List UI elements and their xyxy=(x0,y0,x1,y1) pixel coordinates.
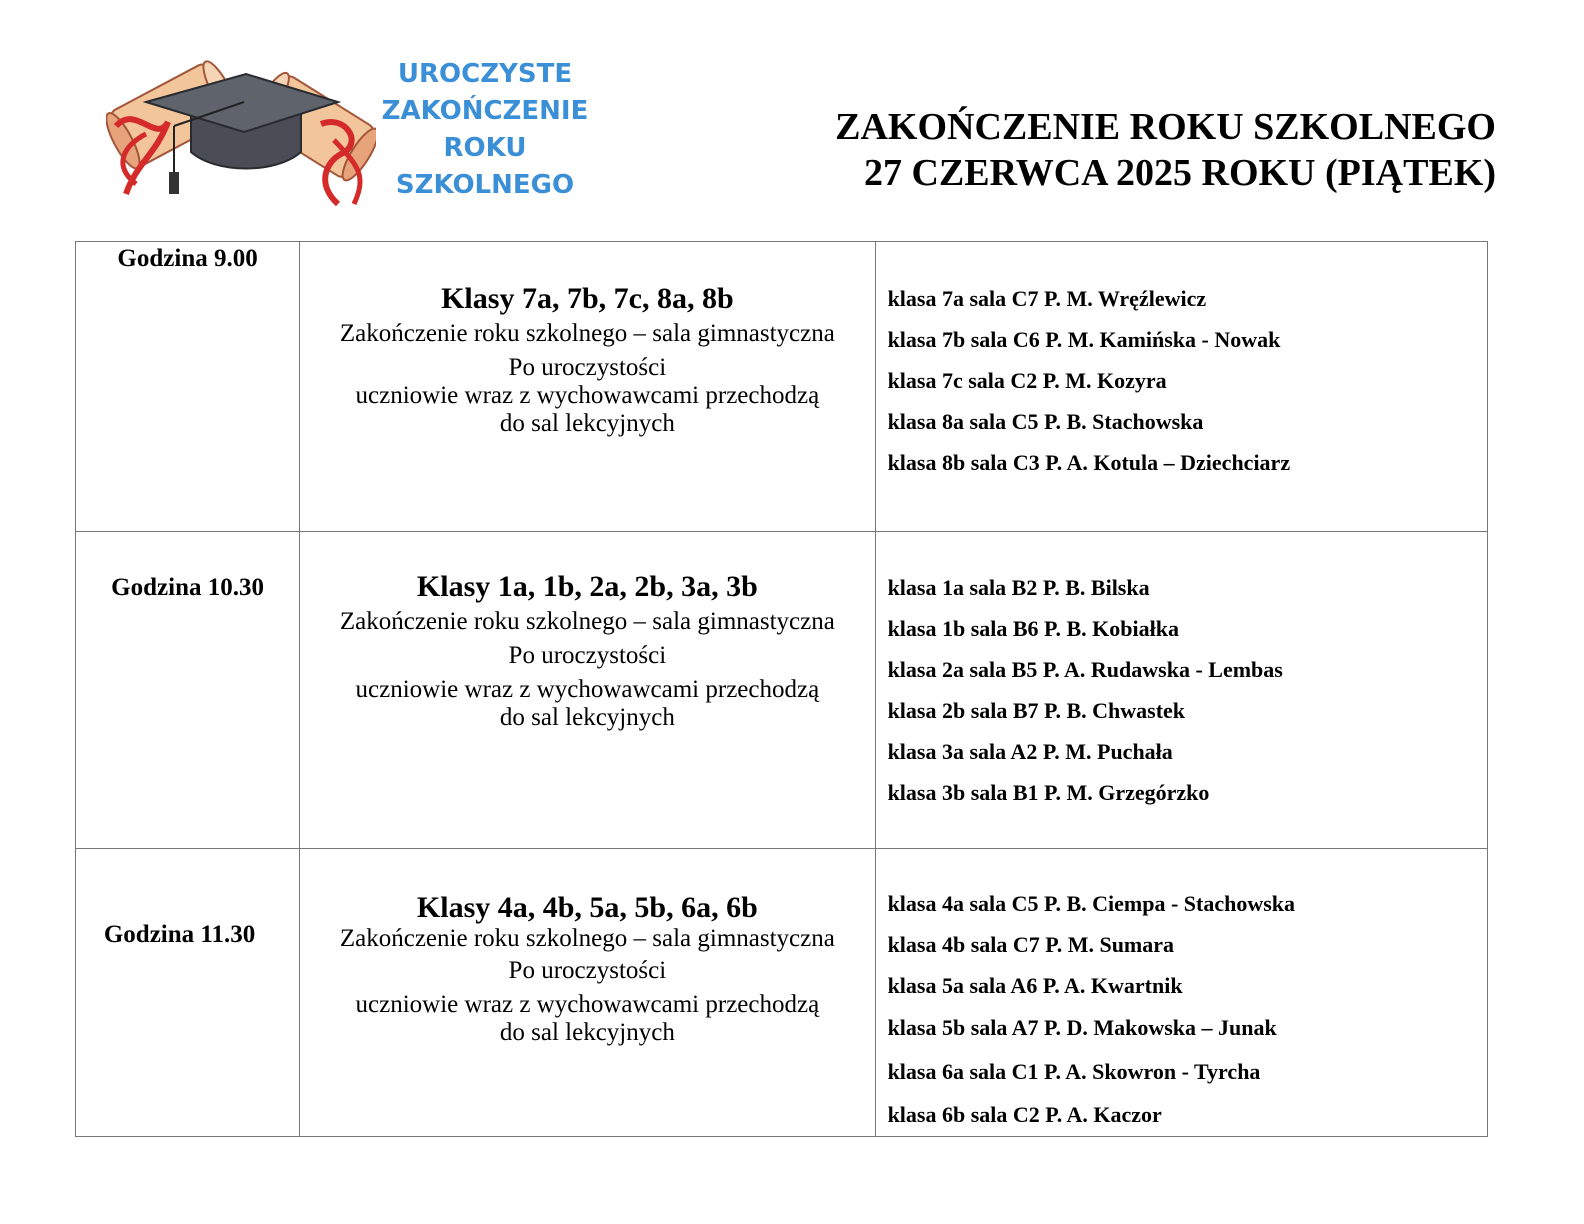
table-row xyxy=(76,532,1488,849)
description-line: uczniowie wraz z wychowawcami przechodzą xyxy=(355,676,820,703)
rooms-cell xyxy=(875,849,1487,1137)
time-cell xyxy=(76,242,300,532)
description-line: uczniowie wraz z wychowawcami przechodzą xyxy=(355,382,820,409)
room-assignment: klasa 6a sala C1 P. A. Skowron - Tyrcha xyxy=(887,1059,1261,1084)
description-line: Po uroczystości xyxy=(508,642,667,669)
description-line: do sal lekcyjnych xyxy=(499,1019,675,1046)
logo-line: UROCZYSTE xyxy=(397,59,573,89)
description-line: Zakończenie roku szkolnego – sala gimnastyczna xyxy=(339,320,835,347)
page-title xyxy=(835,104,1496,196)
room-assignment: klasa 7b sala C6 P. M. Kamińska - Nowak xyxy=(887,327,1281,352)
room-assignment: klasa 1b sala B6 P. B. Kobiałka xyxy=(887,616,1179,641)
description-line: do sal lekcyjnych xyxy=(499,410,675,437)
title-line-1: ZAKOŃCZENIE ROKU SZKOLNEGO xyxy=(835,106,1496,148)
description-cell xyxy=(300,242,875,532)
logo-line: SZKOLNEGO xyxy=(395,170,575,200)
time-label: Godzina 9.00 xyxy=(117,245,258,272)
description-line: Zakończenie roku szkolnego – sala gimnastyczna xyxy=(339,925,835,952)
description-line: Po uroczystości xyxy=(508,354,667,381)
title-line-2: 27 CZERWCA 2025 ROKU (PIĄTEK) xyxy=(863,152,1496,194)
time-cell xyxy=(76,532,300,849)
classes-label: Klasy 7a, 7b, 7c, 8a, 8b xyxy=(441,282,734,315)
room-assignment: klasa 8a sala C5 P. B. Stachowska xyxy=(887,409,1204,434)
room-assignment: klasa 4a sala C5 P. B. Ciempa - Stachowska xyxy=(887,891,1296,916)
logo-line: ROKU xyxy=(443,133,527,163)
room-assignment: klasa 3a sala A2 P. M. Puchała xyxy=(887,739,1173,764)
description-cell xyxy=(300,532,875,849)
table-row xyxy=(76,849,1488,1137)
logo-caption xyxy=(374,56,596,204)
description-line: do sal lekcyjnych xyxy=(499,704,675,731)
rooms-cell xyxy=(875,242,1487,532)
classes-label: Klasy 1a, 1b, 2a, 2b, 3a, 3b xyxy=(416,570,758,603)
schedule-table xyxy=(75,241,1488,1137)
room-assignment: klasa 5b sala A7 P. D. Makowska – Junak xyxy=(887,1015,1277,1040)
description-line: uczniowie wraz z wychowawcami przechodzą xyxy=(355,991,820,1018)
room-assignment: klasa 7c sala C2 P. M. Kozyra xyxy=(887,368,1167,393)
graduation-cap-icon xyxy=(106,44,376,216)
description-line: Zakończenie roku szkolnego – sala gimnastyczna xyxy=(339,608,835,635)
room-assignment: klasa 5a sala A6 P. A. Kwartnik xyxy=(887,973,1183,998)
room-assignment: klasa 1a sala B2 P. B. Bilska xyxy=(887,575,1150,600)
logo-line: ZAKOŃCZENIE xyxy=(381,96,589,126)
room-assignment: klasa 2b sala B7 P. B. Chwastek xyxy=(887,698,1186,723)
description-cell xyxy=(300,849,875,1137)
description-line: Po uroczystości xyxy=(508,957,667,984)
room-assignment: klasa 2a sala B5 P. A. Rudawska - Lembas xyxy=(887,657,1283,682)
rooms-cell xyxy=(875,532,1487,849)
room-assignment: klasa 8b sala C3 P. A. Kotula – Dziechciarz xyxy=(887,450,1291,475)
room-assignment: klasa 4b sala C7 P. M. Sumara xyxy=(887,932,1175,957)
room-assignment: klasa 3b sala B1 P. M. Grzegórzko xyxy=(887,780,1210,805)
room-assignment: klasa 7a sala C7 P. M. Wręźlewicz xyxy=(887,286,1207,311)
time-cell xyxy=(76,849,300,1137)
time-label: Godzina 11.30 xyxy=(103,921,256,948)
classes-label: Klasy 4a, 4b, 5a, 5b, 6a, 6b xyxy=(416,891,758,924)
table-row xyxy=(76,242,1488,532)
time-label: Godzina 10.30 xyxy=(111,574,264,601)
room-assignment: klasa 6b sala C2 P. A. Kaczor xyxy=(887,1102,1162,1127)
graduation-logo xyxy=(106,44,596,216)
